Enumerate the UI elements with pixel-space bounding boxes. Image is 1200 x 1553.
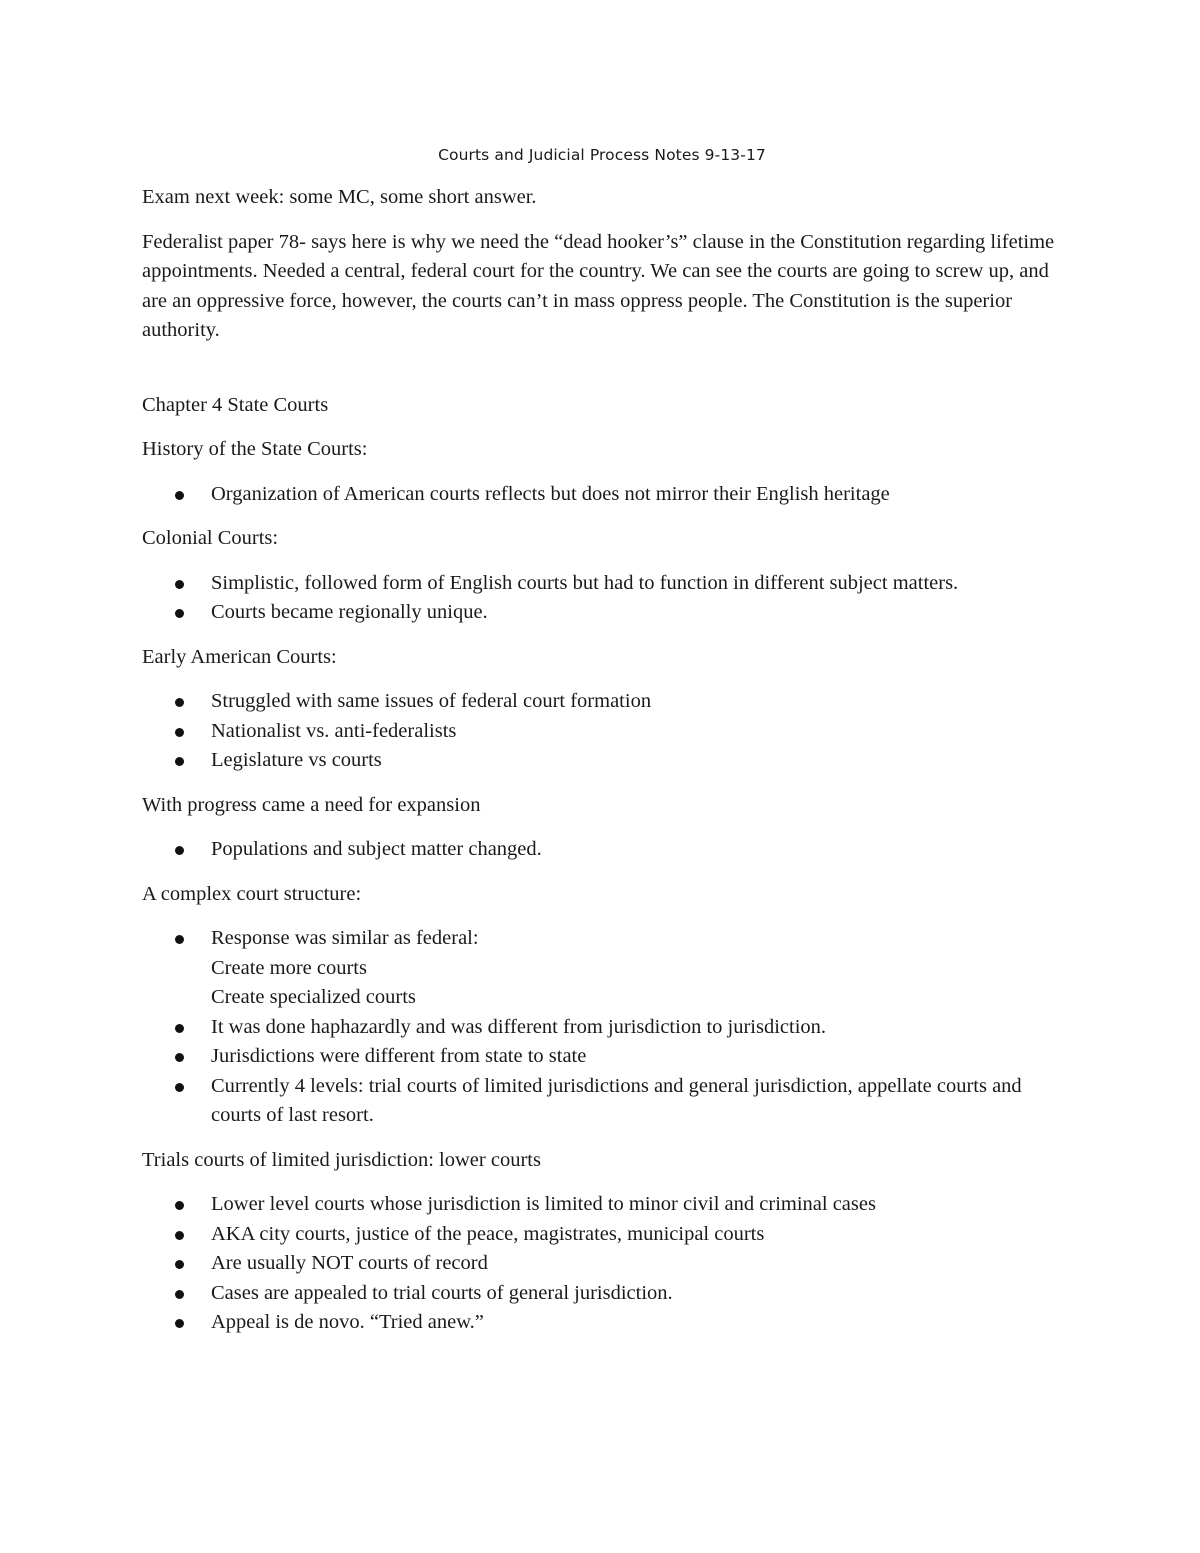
- bullet-list: [142, 924, 1062, 1131]
- sections-container: [142, 435, 1062, 1338]
- bullet-icon: [175, 846, 184, 855]
- bullet-list: [142, 569, 1062, 628]
- list-item-text: Organization of American courts reflects but does not mirror their English heritage: [211, 482, 890, 505]
- list-item-text: AKA city courts, justice of the peace, magistrates, municipal courts: [211, 1222, 765, 1245]
- bullet-icon: [175, 1201, 184, 1210]
- list-item-text: Response was similar as federal:: [211, 927, 479, 949]
- document-title: Courts and Judicial Process Notes 9-13-17: [438, 146, 766, 164]
- list-item: [142, 924, 1062, 1013]
- bullet-list: [142, 480, 1062, 510]
- list-item: [142, 1072, 1062, 1131]
- document-content: [142, 143, 1062, 1353]
- bullet-icon: [175, 609, 184, 618]
- list-item-subline: Create specialized courts: [211, 986, 416, 1008]
- bullet-icon: [175, 1290, 184, 1299]
- list-item: [142, 1279, 1062, 1309]
- list-item-text: Nationalist vs. anti-federalists: [211, 719, 457, 742]
- list-item-text: Lower level courts whose jurisdiction is limited to minor civil and criminal cases: [211, 1193, 876, 1215]
- list-item-text: It was done haphazardly and was different from jurisdiction to jurisdiction.: [211, 1015, 827, 1038]
- list-item: [142, 480, 1062, 510]
- bullet-icon: [175, 1260, 184, 1269]
- list-item: [142, 717, 1062, 747]
- bullet-icon: [175, 1053, 184, 1062]
- list-item: [142, 1190, 1062, 1220]
- list-item-text: Struggled with same issues of federal court formation: [211, 690, 652, 712]
- list-item: [142, 835, 1062, 865]
- list-item: [142, 687, 1062, 717]
- bullet-list: [142, 687, 1062, 776]
- list-item: [142, 1249, 1062, 1279]
- list-item-text: Legislature vs courts: [211, 749, 382, 771]
- bullet-icon: [175, 1319, 184, 1328]
- section-heading: With progress came a need for expansion: [142, 793, 481, 816]
- list-item-text: Simplistic, followed form of English courts but had to function in different subject matters.: [211, 571, 959, 594]
- bullet-icon: [175, 935, 184, 944]
- list-item-subline: Create more courts: [211, 956, 367, 979]
- list-item: [142, 1042, 1062, 1072]
- section-heading: History of the State Courts:: [142, 438, 368, 460]
- section-heading: Colonial Courts:: [142, 527, 279, 549]
- bullet-list: [142, 835, 1062, 865]
- bullet-icon: [175, 1231, 184, 1240]
- blank-line: [142, 361, 1062, 391]
- list-item-text: Appeal is de novo. “Tried anew.”: [211, 1311, 484, 1333]
- intro-paragraph-federalist: Federalist paper 78- says here is why we need the “dead hooker’s” clause in the Constitution regarding lifetime appointments. Needed a central, federal court for the country. We can see the courts are going to screw up, and are an oppressive force, however, the courts can’t in mass oppress people. The Constitution is the superior authority.: [142, 230, 1055, 341]
- bullet-icon: [175, 728, 184, 737]
- bullet-icon: [175, 491, 184, 500]
- intro-paragraph-exam: Exam next week: some MC, some short answer.: [142, 186, 537, 208]
- list-item: [142, 746, 1062, 776]
- section-heading: Early American Courts:: [142, 645, 337, 668]
- list-item-text: Are usually NOT courts of record: [211, 1252, 488, 1274]
- section-heading: A complex court structure:: [142, 882, 362, 905]
- bullet-icon: [175, 1024, 184, 1033]
- list-item-text: Cases are appealed to trial courts of general jurisdiction.: [211, 1281, 673, 1304]
- list-item-text: Courts became regionally unique.: [211, 601, 488, 623]
- list-item: [142, 569, 1062, 599]
- bullet-icon: [175, 698, 184, 707]
- bullet-list: [142, 1190, 1062, 1338]
- bullet-icon: [175, 757, 184, 766]
- list-item-text: Populations and subject matter changed.: [211, 838, 542, 860]
- list-item: [142, 1220, 1062, 1250]
- bullet-icon: [175, 1083, 184, 1092]
- bullet-icon: [175, 580, 184, 589]
- list-item-text: Currently 4 levels: trial courts of limited jurisdictions and general jurisdiction, appellate courts and courts of last resort.: [211, 1074, 1022, 1126]
- section-heading: Trials courts of limited jurisdiction: lower courts: [142, 1148, 541, 1171]
- list-item-text: Jurisdictions were different from state to state: [211, 1045, 587, 1067]
- list-item: [142, 1013, 1062, 1043]
- list-item: [142, 598, 1062, 628]
- list-item: [142, 1308, 1062, 1338]
- chapter-heading: Chapter 4 State Courts: [142, 393, 329, 416]
